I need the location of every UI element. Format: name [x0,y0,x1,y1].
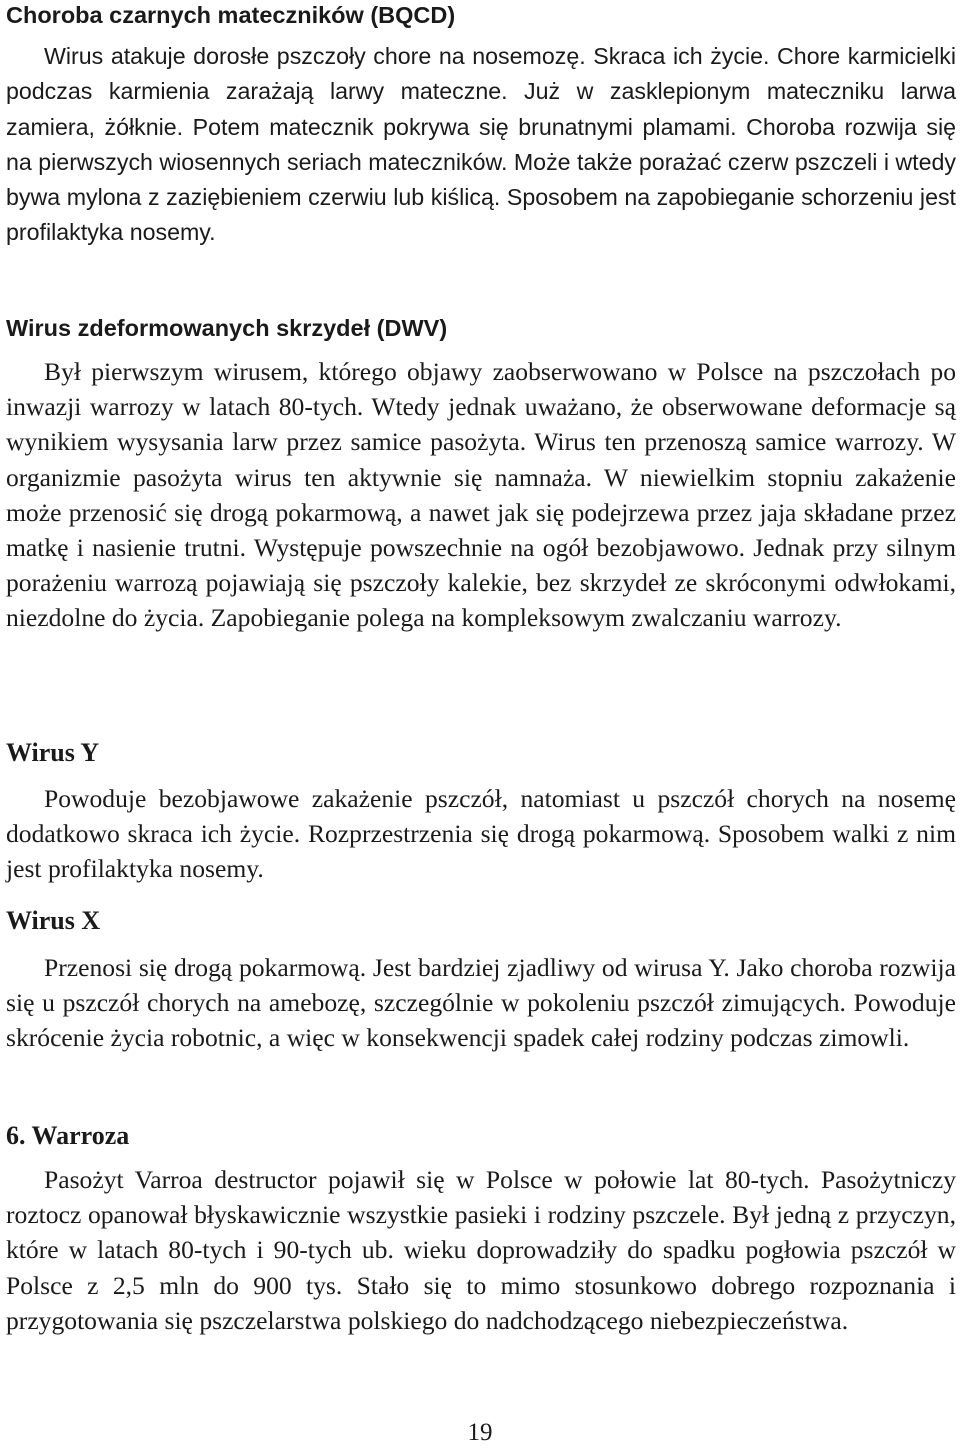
section-body-wirus-x: Przenosi się drogą pokarmową. Jest bardziej zjadliwy od wirusa Y. Jako choroba rozwija się u pszczół chorych na amebozę, szczególnie w pokoleniu pszczół zimujących. Powoduje skrócenie życia robotnic, a więc w konsekwencji spadek całej rodziny podczas zimowli. [6,953,956,1053]
section-heading-dwv: Wirus zdeformowanych skrzydeł (DWV) [6,315,448,341]
section-heading-wirus-x: Wirus X [6,906,101,935]
section-body-wirus-y: Powoduje bezobjawowe zakażenie pszczół, natomiast u pszczół chorych na nosemę dodatkowo skraca ich życie. Rozprzestrzenia się drogą pokarmową. Sposobem walki z nim jest profilaktyka nosemy. [6,784,956,884]
section-heading-warroza: 6. Warroza [6,1121,130,1150]
page-number: 19 [467,1419,493,1446]
section-body-warroza: Pasożyt Varroa destructor pojawił się w Polsce w połowie lat 80-tych. Pasożytniczy roztocz opanował błyskawicznie wszystkie pasieki i rodziny pszczele. Był jedną z przyczyn, które w latach 80-tych i 90-tych ub. wieku doprowadziły do spadku pogłowia pszczół w Polsce z 2,5 mln do 900 tys. Stało się to mimo stosunkowo dobrego rozpoznania i przygotowania się pszczelarstwa polskiego do nadchodzącego niebezpieczeństwa. [6,1165,956,1335]
section-heading-wirus-y: Wirus Y [6,738,100,767]
section-heading-bqcd: Choroba czarnych mateczników (BQCD) [6,2,456,28]
section-body-bqcd: Wirus atakuje dorosłe pszczoły chore na nosemozę. Skraca ich życie. Chore karmicielki podczas karmienia zarażają larwy mateczne. Już w zasklepionym mateczniku larwa zamiera, żółknie. Potem matecznik pokrywa się brunatnymi plamami. Choroba rozwija się na pierwszych wiosennych seriach mateczników. Może także porażać czerw pszczeli i wtedy bywa mylona z zaziębieniem czerwiu lub kiślicą. Sposobem na zapobieganie schorzeniu jest profilaktyka nosemy. [6,43,956,246]
section-body-dwv: Był pierwszym wirusem, którego objawy zaobserwowano w Polsce na pszczołach po inwazji warrozy w latach 80-tych. Wtedy jednak uważano, że obserwowane deformacje są wynikiem wysysania larw przez samice pasożyta. Wirus ten przenoszą samice warrozy. W organizmie pasożyta wirus ten aktywnie się namnaża. W niewielkim stopniu zakażenie może przenosić się drogą pokarmową, a nawet jak się podejrzewa przez jaja składane przez matkę i nasienie trutni. Występuje powszechnie na ogół bezobjawowo. Jednak przy silnym porażeniu warrozą pojawiają się pszczoły kalekie, bez skrzydeł ze skróconymi odwłokami, niezdolne do życia. Zapobieganie polega na kompleksowym zwalczaniu warrozy. [6,357,956,633]
